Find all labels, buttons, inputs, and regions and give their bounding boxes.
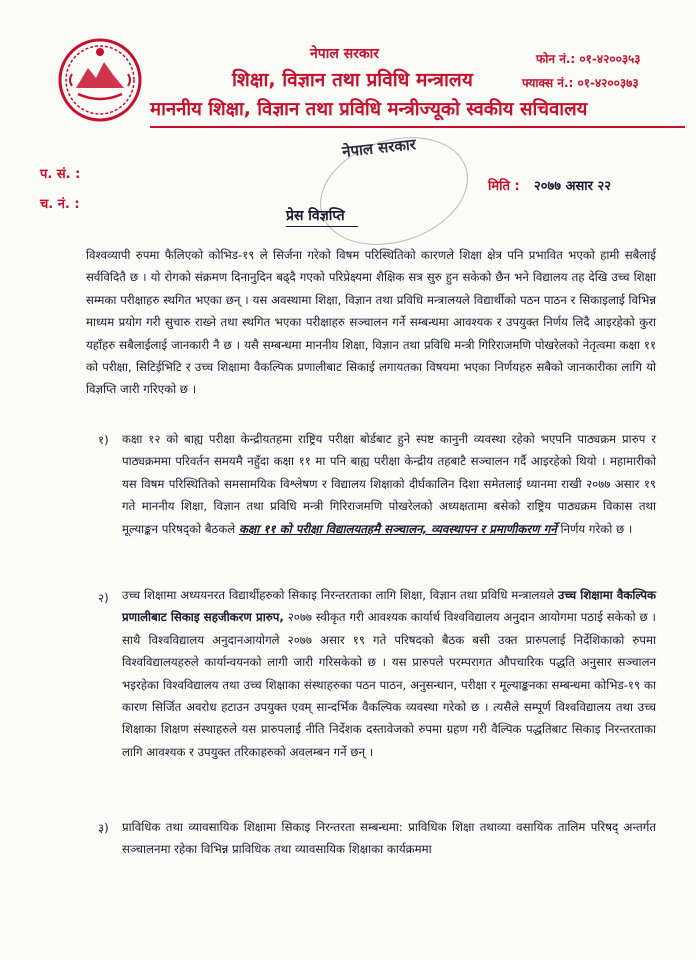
- intro-paragraph: विश्वव्यापी रुपमा फैलिएको कोभिड-१९ ले सिर्जना गरेको विषम परिस्थितिको कारणले शिक्षा क्षेत्र पनि प्रभावित भएको हामी सबैलाई सर्वविदितै छ । यो रोगको संक्रमण दिनानुदिन बढ्दै गएको परिप्रेक्ष्यमा शैक्षिक सत्र सुरु हुन सकेको छैन भने विद्यालय तह देखि उच्च शिक्षा सम्मका परीक्षाहरु स्थगित भएका छन् । यस अवस्थामा शिक्षा, विज्ञान तथा प्रविधि मन्त्रालयले विद्यार्थीको पठन पाठन र सिकाइलाई विभिन्न माध्यम प्रयोग गरी सुचारु राख्ने तथा स्थगित भएका परीक्षाहरु सञ्चालन गर्ने सम्बन्धमा आवश्यक र उपयुक्त निर्णय लिदै आइरहेको कुरा यहाँहरु सबैलाईलाई जानकारी नै छ । यसै सम्बन्धमा माननीय शिक्षा, विज्ञान तथा प्रविधि मन्त्री गिरिराजमणि पोखरेलको नेतृत्वमा कक्षा ११ को परीक्षा, सिटिईभिटि र उच्च शिक्षामा वैकल्पिक प्रणालीबाट सिकाई लगायतका विषयमा भएका निर्णयहरु सबैको जानकारीका लागि यो विज्ञप्ति जारी गरिएको छ ।: [86, 248, 656, 397]
- title-underline: [286, 226, 358, 227]
- fax-number: फ्याक्स नं.: ०१-४२००३७३: [522, 76, 639, 90]
- point-2-paragraph: [122, 584, 656, 763]
- point-number: १): [98, 433, 109, 447]
- letterhead-divider: [150, 126, 685, 128]
- reference-pa: प. सं. :: [40, 167, 81, 182]
- nepal-emblem-icon: [58, 38, 142, 122]
- phone-number: फोन नं.: ०१-४२००३५३: [536, 52, 641, 66]
- point-1-text: कक्षा १२ को बाह्य परीक्षा केन्द्रीयतहमा राष्ट्रिय परीक्षा बोर्डबाट हुने स्पष्ट कानुनी व्यवस्था रहेको भएपनि पाठ्यक्रम प्रारुप र पाठ्यक्रममा परिवर्तन समयमै नहुँदा कक्षा ११ मा पनि बाह्य परीक्षा केन्द्रीय तहबाटै सञ्चालन गर्दै आइरहेको थियो । महामारीको यस विषम परिस्थितिको समसामयिक विश्लेषण र विद्यालय शिक्षाको दीर्घकालिन दिशा समेतलाई ध्यानमा राखी २०७७ असार १९ गते माननीय शिक्षा, विज्ञान तथा प्रविधि मन्त्री गिरिराजमणि पोखरेलको अध्यक्षतामा बसेको राष्ट्रिय पाठ्यक्रम विकास तथा मूल्याङ्कन परिषद्को बैठकले: [122, 432, 656, 536]
- date-label: मिति :: [488, 179, 520, 194]
- point-number: ३): [98, 821, 109, 835]
- point-1-emphasis: कक्षा ११ को परीक्षा विद्यालयतहमै सञ्चालन, व्यवस्थापन र प्रमाणीकरण गर्ने: [238, 521, 557, 536]
- point-2-bold: उच्च शिक्षामा वैकल्पिक प्रणालीबाट सिकाइ सहजीकरण प्रारुप,: [122, 588, 656, 625]
- ministry-name: शिक्षा, विज्ञान तथा प्रविधि मन्त्रालय: [232, 69, 473, 91]
- point-3-paragraph: [122, 816, 656, 861]
- stamp-title: नेपाल सरकार: [341, 135, 417, 161]
- point-2-text: उच्च शिक्षामा अध्ययनरत विद्यार्थीहरुको सिकाइ निरन्तरताका लागि शिक्षा, विज्ञान तथा प्रविधि मन्त्रालयले: [122, 588, 555, 602]
- point-2-text-end: २०७७ स्वीकृत गरी आवश्यक कार्यार्थ विश्वविद्यालय अनुदान आयोगमा पठाई सकेको छ । साथै विश्वविद्यालय अनुदानआयोगले २०७७ असार १९ गते परिषदको बैठक बसी उक्त प्रारुपलाई निर्देशिकाको रुपमा विश्वविद्यालयहरुले कार्यान्वयनको लागी जारी गरिसकेको छ । यस प्रारुपले परम्परागत औपचारिक पद्धति अनुसार सञ्चालन भइरहेका विश्वविद्यालय तथा उच्च शिक्षाका संस्थाहरुका पठन पाठन, अनुसन्धान, परीक्षा र मूल्याङ्कनका सम्बन्धमा कोभिड-१९ का कारण सिर्जित अवरोध हटाउन उपयुक्त एवम् सान्दर्भिक वैकल्पिक व्यवस्था गरेको छ । त्यसैले सम्पूर्ण विश्वविद्यालय तथा उच्च शिक्षाका शिक्षण संस्थाहरुले यस प्रारुपलाई नीति निर्देशक दस्तावेजको रुपमा ग्रहण गरी वैल्पिक पद्धतिबाट सिकाइ निरन्तरताका लागि आवश्यक र उपयुक्त तरिकाहरुको अवलम्बन गर्ने छन् ।: [122, 610, 656, 759]
- document-title: प्रेस विज्ञप्ति: [286, 208, 345, 224]
- point-1-text-end: निर्णय गरेको छ ।: [560, 521, 633, 536]
- government-name: नेपाल सरकार: [310, 46, 380, 62]
- point-1-paragraph: [122, 428, 656, 540]
- secretariat-name: माननीय शिक्षा, विज्ञान तथा प्रविधि मन्त्रीज्यूको स्वकीय सचिवालय: [150, 99, 588, 120]
- point-3-text: प्राविधिक तथा व्यावसायिक शिक्षामा सिकाइ निरन्तरता सम्बन्धमा: प्राविधिक शिक्षा तथाव्या वसायिक तालिम परिषद् अन्तर्गत सञ्चालनमा रहेका विभिन्न प्राविधिक तथा व्यावसायिक शिक्षाका कार्यक्रममा: [122, 820, 656, 857]
- date-value: २०७७ असार २२: [534, 179, 612, 194]
- point-number: २): [98, 591, 109, 605]
- reference-cha: च. नं. :: [40, 197, 80, 212]
